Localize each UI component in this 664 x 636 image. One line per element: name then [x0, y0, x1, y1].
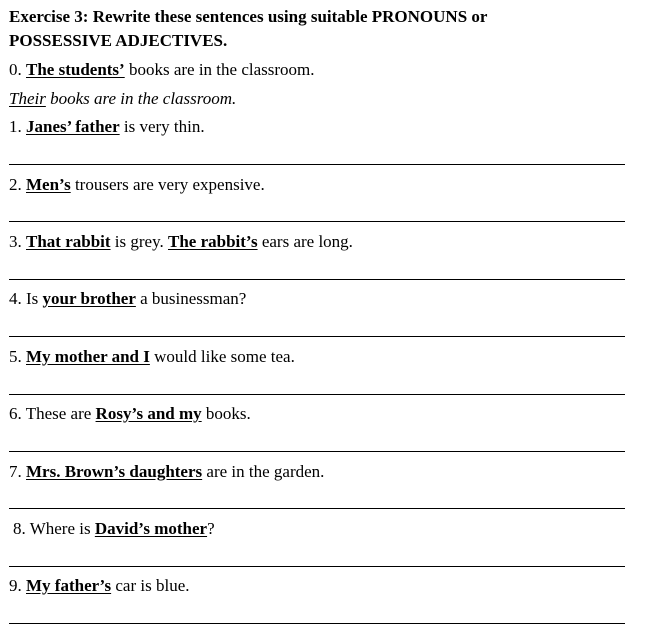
list-item: [9, 404, 251, 424]
answer-line-7[interactable]: [9, 508, 625, 509]
item-highlight-2: The rabbit’s: [168, 232, 258, 251]
item-mid: books.: [201, 404, 251, 423]
list-item: [9, 462, 324, 482]
list-item: [13, 519, 215, 539]
list-item: [9, 347, 295, 367]
list-item: [9, 117, 205, 137]
example-answer-rest: books are in the classroom.: [50, 89, 237, 108]
example-sentence: [9, 60, 315, 80]
answer-line-6[interactable]: [9, 451, 625, 452]
item-highlight: Men’s: [26, 175, 71, 194]
list-item: [9, 175, 265, 195]
item-number: 4.: [9, 289, 22, 308]
answer-line-1[interactable]: [9, 164, 625, 165]
item-highlight: My mother and I: [26, 347, 150, 366]
item-number: 3.: [9, 232, 22, 251]
item-mid: ?: [207, 519, 215, 538]
answer-line-8[interactable]: [9, 566, 625, 567]
example-answer: [9, 89, 236, 109]
item-highlight: My father’s: [26, 576, 112, 595]
example-rest: books are in the classroom.: [128, 60, 315, 79]
answer-line-4[interactable]: [9, 336, 625, 337]
item-mid: car is blue.: [111, 576, 190, 595]
list-item: [9, 232, 353, 252]
example-highlight: The students’: [26, 60, 125, 79]
item-highlight: Janes’ father: [26, 117, 120, 136]
item-mid: is very thin.: [119, 117, 205, 136]
exercise-title-line-2: POSSESSIVE ADJECTIVES.: [9, 31, 228, 50]
item-number: 7.: [9, 462, 22, 481]
item-pre: These are: [21, 404, 96, 423]
item-number: 9.: [9, 576, 22, 595]
item-number: 5.: [9, 347, 22, 366]
list-item: [9, 576, 189, 596]
item-number: 8.: [13, 519, 26, 538]
item-mid: a businessman?: [135, 289, 247, 308]
list-item: [9, 289, 246, 309]
item-post: ears are long.: [257, 232, 353, 251]
item-pre: Is: [21, 289, 43, 308]
exercise-title-line-1: Exercise 3: Rewrite these sentences using suitable PRONOUNS or: [9, 7, 488, 26]
example-number: 0.: [9, 60, 22, 79]
item-highlight: Mrs. Brown’s daughters: [26, 462, 203, 481]
answer-line-5[interactable]: [9, 394, 625, 395]
exercise-title-block: [9, 5, 633, 53]
item-mid: are in the garden.: [202, 462, 325, 481]
item-number: 6.: [9, 404, 22, 423]
answer-line-2[interactable]: [9, 221, 625, 222]
answer-line-3[interactable]: [9, 279, 625, 280]
item-highlight: That rabbit: [26, 232, 111, 251]
item-highlight: Rosy’s and my: [95, 404, 202, 423]
item-number: 1.: [9, 117, 22, 136]
item-pre: Where is: [25, 519, 95, 538]
example-answer-highlight: Their: [9, 89, 46, 108]
item-mid: would like some tea.: [149, 347, 295, 366]
item-highlight: David’s mother: [94, 519, 208, 538]
item-highlight: your brother: [42, 289, 136, 308]
item-number: 2.: [9, 175, 22, 194]
answer-line-9[interactable]: [9, 623, 625, 624]
item-mid: trousers are very expensive.: [70, 175, 265, 194]
item-mid: is grey.: [110, 232, 168, 251]
